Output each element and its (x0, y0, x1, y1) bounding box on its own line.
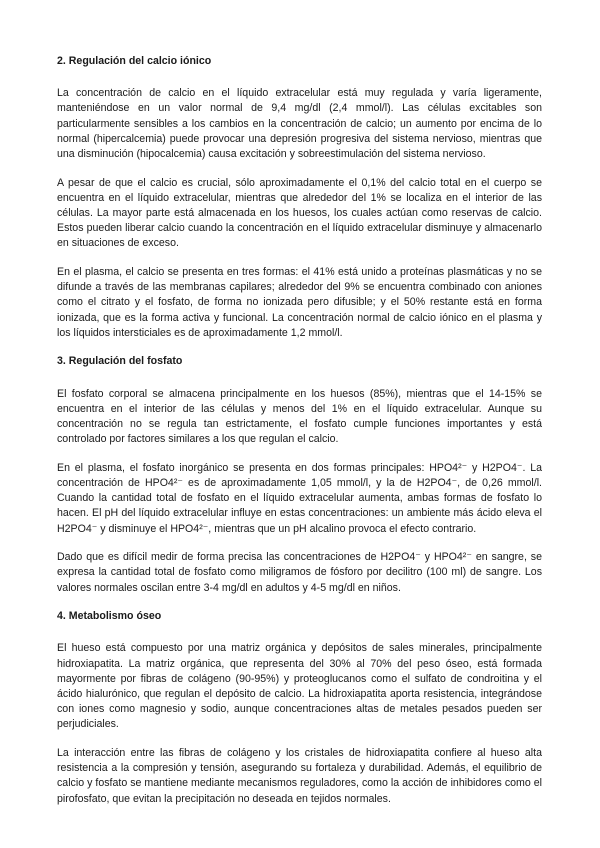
section-heading-bone-metabolism: 4. Metabolismo óseo (57, 610, 162, 623)
paragraph: En el plasma, el fosfato inorgánico se presenta en dos formas principales: HPO4²⁻ y H2PO4⁻. La concentración de HPO4²⁻ es de aproximadamente 1,05 mmol/l, y la de H2PO4⁻, de 0,26 mmol/l. Cuando la cantidad total de fosfato en el líquido extracelular aumenta, ambas formas de fosfato lo hacen. El pH del líquido extracelular influye en estas concentraciones: un ambiente más ácido eleva el H2PO4⁻ y disminuye el HPO4²⁻, mientras que un pH alcalino provoca el efecto contrario. (57, 461, 542, 535)
section-heading-calcium-regulation: 2. Regulación del calcio iónico (57, 55, 212, 67)
section-heading-phosphate-regulation: 3. Regulación del fosfato (57, 355, 183, 368)
paragraph: Dado que es difícil medir de forma precisa las concentraciones de H2PO4⁻ y HPO4²⁻ en sangre, se expresa la cantidad total de fosfato como miligramos de fósforo por decilitro (100 ml) de sangre. Los valores normales oscilan entre 3-4 mg/dl en adultos y 4-5 mg/dl en niños. (57, 551, 542, 594)
paragraph: El fosfato corporal se almacena principalmente en los huesos (85%), mientras que el 14-15% se encuentra en el interior de las células y menos del 1% en el líquido extracelular. Aunque su concentración no se regula tan estrictamente, el fosfato cumple funciones importantes y está controlado por factores similares a los que regulan el calcio. (57, 387, 542, 446)
paragraph: La concentración de calcio en el líquido extracelular está muy regulada y varía ligeramente, manteniéndose en un valor normal de 9,4 mg/dl (2,4 mmol/l). Las células excitables son particularmente sensibles a los cambios en la concentración de calcio; un aumento por encima de lo normal (hipercalcemia) puede provocar una depresión progresiva del sistema nervioso, mientras que una disminución (hipocalcemia) causa excitación y sobreestimulación del sistema nervioso. (57, 87, 542, 161)
paragraph: A pesar de que el calcio es crucial, sólo aproximadamente el 0,1% del calcio total en el cuerpo se encuentra en el líquido extracelular, mientras que alrededor del 1% se localiza en el interior de las células. La mayor parte está almacenada en los huesos, los cuales actúan como reservas de calcio. Estos pueden liberar calcio cuando la concentración en el líquido extracelular disminuye y almacenarlo en situaciones de exceso. (57, 176, 542, 250)
document-page (57, 54, 542, 807)
paragraph: El hueso está compuesto por una matriz orgánica y depósitos de sales minerales, principalmente hidroxiapatita. La matriz orgánica, que representa del 30% al 70% del peso óseo, está formada mayormente por fibras de colágeno (90-95%) y proteoglucanos como el sulfato de condroitina y el ácido hialurónico, que regulan el depósito de calcio. La hidroxiapatita aporta resistencia, integrándose con iones como magnesio y sodio, aunque concentraciones altas de metales pesados pueden ser perjudiciales. (57, 642, 542, 731)
paragraph: La interacción entre las fibras de colágeno y los cristales de hidroxiapatita confiere al hueso alta resistencia a la compresión y tensión, asegurando su fortaleza y durabilidad. Además, el equilibrio de calcio y fosfato se mantiene mediante mecanismos reguladores, como la acción de inhibidores como el pirofosfato, que evitan la precipitación no deseada en tejidos normales. (57, 747, 542, 805)
paragraph: En el plasma, el calcio se presenta en tres formas: el 41% está unido a proteínas plasmáticas y no se difunde a través de las membranas capilares; alrededor del 9% se encuentra combinado con aniones como el citrato y el fosfato, de forma no ionizada pero difusible; y el 50% restante está en forma ionizada, que es la forma activa y funcional. La concentración normal de calcio iónico en el plasma y los líquidos intersticiales es de aproximadamente 1,2 mmol/l. (57, 266, 542, 339)
